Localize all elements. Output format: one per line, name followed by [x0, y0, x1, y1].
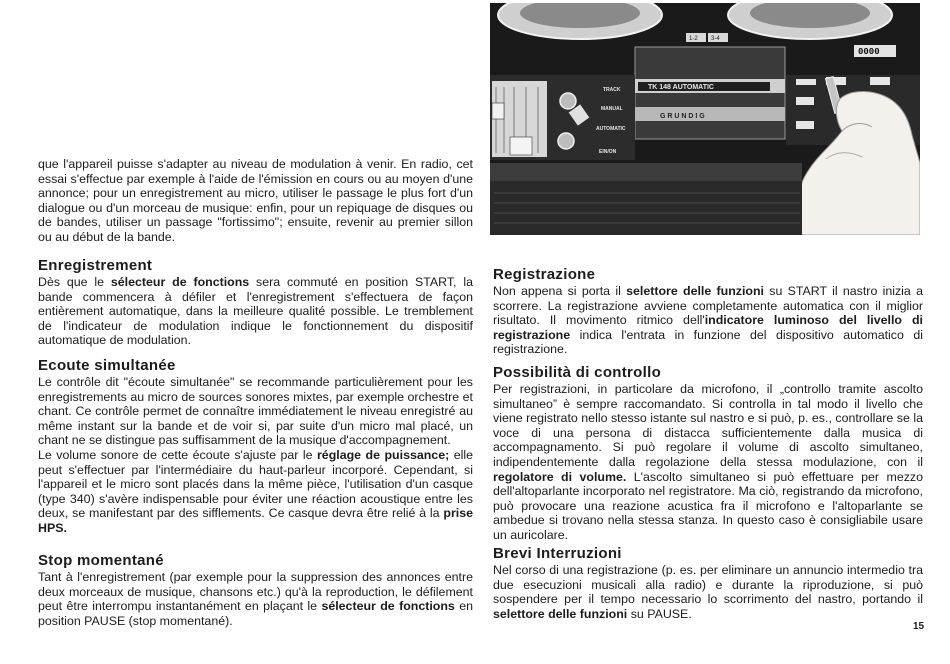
paragraph-registrazione: Non appena si porta il selettore delle funzioni su START il nastro inizia a scorrere. La registrazione avviene completamente automatica con il miglior risultato. Il movimento ritmico dell'indicatore luminoso del livello di registrazione indica l'entrata in funzione del dispositivo automatico di registrazione. — [493, 284, 923, 357]
svg-text:AUTOMATIC: AUTOMATIC — [596, 126, 626, 132]
volume-knob — [560, 93, 576, 109]
paragraph-stop-momentane: Tant à l'enregistrement (par exemple pour la suppression des annonces entre deux morceaux de musique, chansons etc.) qu'à la reproduction, le défilement peut être interrompu instantanément en plaçant le sélecteur de fonctions en position PAUSE (stop momentané). — [38, 570, 473, 628]
section-heading-stop-momentane: Stop momentané — [38, 552, 164, 569]
paragraph-possibilita-di-controllo: Per registrazioni, in particolare da microfono, il „controllo tramite ascolto simultaneo” è sempre raccomandato. Si controlla in tal modo il livello che viene registrato nello stesso istante sul nastro e si può, p. es., controllare se la voce di una persona di distacca sufficientemente dalla musica di accompagnamento. Si può regolare il volume di ascolto simultaneo, indipendentemente dalla regolazione della stessa modulazione, con il regolatore di volume. L'ascolto simultaneo si può effettuare per mezzo dell'altoparlante incorporato nel registratore. Ma ciò, registrando da microfono, può provocare una reazione acustica fra il microfono e l'altoparlante se ambedue si trovano nella stessa stanza. In questo caso è consigliabile usare un auricolare. — [493, 382, 923, 542]
svg-text:TRACK: TRACK — [603, 87, 621, 93]
section-heading-possibilita-di-controllo: Possibilità di controllo — [493, 364, 662, 381]
model-label: TK 148 AUTOMATIC — [648, 84, 714, 91]
svg-text:1-2: 1-2 — [689, 36, 698, 42]
paragraph-enregistrement: Dès que le sélecteur de fonctions sera commuté en position START, la bande commencera à défiler et l'enregistrement s'effectuera de façon entièrement automatique, dans la meilleure qualité possible. Le tremblement de l'indicateur de modulation indique le fonctionnement du dispositif automatique de modulation. — [38, 275, 473, 348]
brand-label: G R U N D I G — [660, 113, 705, 120]
function-knob — [558, 133, 574, 149]
section-heading-ecoute-simultanee: Ecoute simultanée — [38, 357, 176, 374]
paragraph-ecoute-1: Le contrôle dit "écoute simultanée" se recommande particulièrement pour les enregistrements au micro de sources sonores mixtes, par exemple orchestre et chant. Ce contrôle permet de connaître immédiatement le niveau enregistré au même instant sur la bande et de voir si, par suite d'un micro mal placé, un chant ne se distingue pas suffisamment de la musique d'accompagnement. — [38, 375, 473, 448]
tape-recorder-illustration — [490, 3, 920, 235]
section-heading-enregistrement: Enregistrement — [38, 257, 153, 274]
svg-text:EIN/ON: EIN/ON — [599, 149, 617, 155]
page-number: 15 — [913, 621, 925, 632]
svg-text:MANUAL: MANUAL — [601, 106, 623, 112]
paragraph-ecoute-2: Le volume sonore de cette écoute s'ajuste par le réglage de puissance; elle peut s'effectuer par l'intermédiaire du haut-parleur incorporé. Cependant, si l'appareil et le micro sont placés dans la même pièce, l'utilisation d'un casque (type 340) s'avère indispensable pour éviter une réaction acoustique entre les deux, se manifestant par des sifflements. Ce casque devra être relié à la prise HPS. — [38, 447, 473, 535]
paragraph-brevi-interruzioni: Nel corso di una registrazione (p. es. per eliminare un annuncio intermedio tra due esecuzioni musicali alla radio) e durante la riproduzione, si può sospendere per il tempo necessario lo scorrimento del nastro, portando il selettore delle funzioni su PAUSE. — [493, 563, 923, 621]
tape-recorder-photo — [490, 3, 920, 235]
intro-paragraph: que l'appareil puisse s'adapter au niveau de modulation à venir. En radio, cet essai s'effectue par exemple à l'aide de l'émission en cours ou au moyen d'une annonce; pour un enregistrement au micro, utiliser le passage le plus fort d'un dialogue ou d'un morceau de musique: enfin, pour un repiquage de disques ou de bandes, utiliser un passage "fortissimo"; ensuite, revenir au premier sillon ou au début de la bande. — [38, 157, 473, 244]
svg-text:0000: 0000 — [858, 47, 880, 57]
section-heading-registrazione: Registrazione — [493, 266, 596, 283]
section-heading-brevi-interruzioni: Brevi Interruzioni — [493, 545, 622, 562]
svg-text:3-4: 3-4 — [711, 36, 720, 42]
